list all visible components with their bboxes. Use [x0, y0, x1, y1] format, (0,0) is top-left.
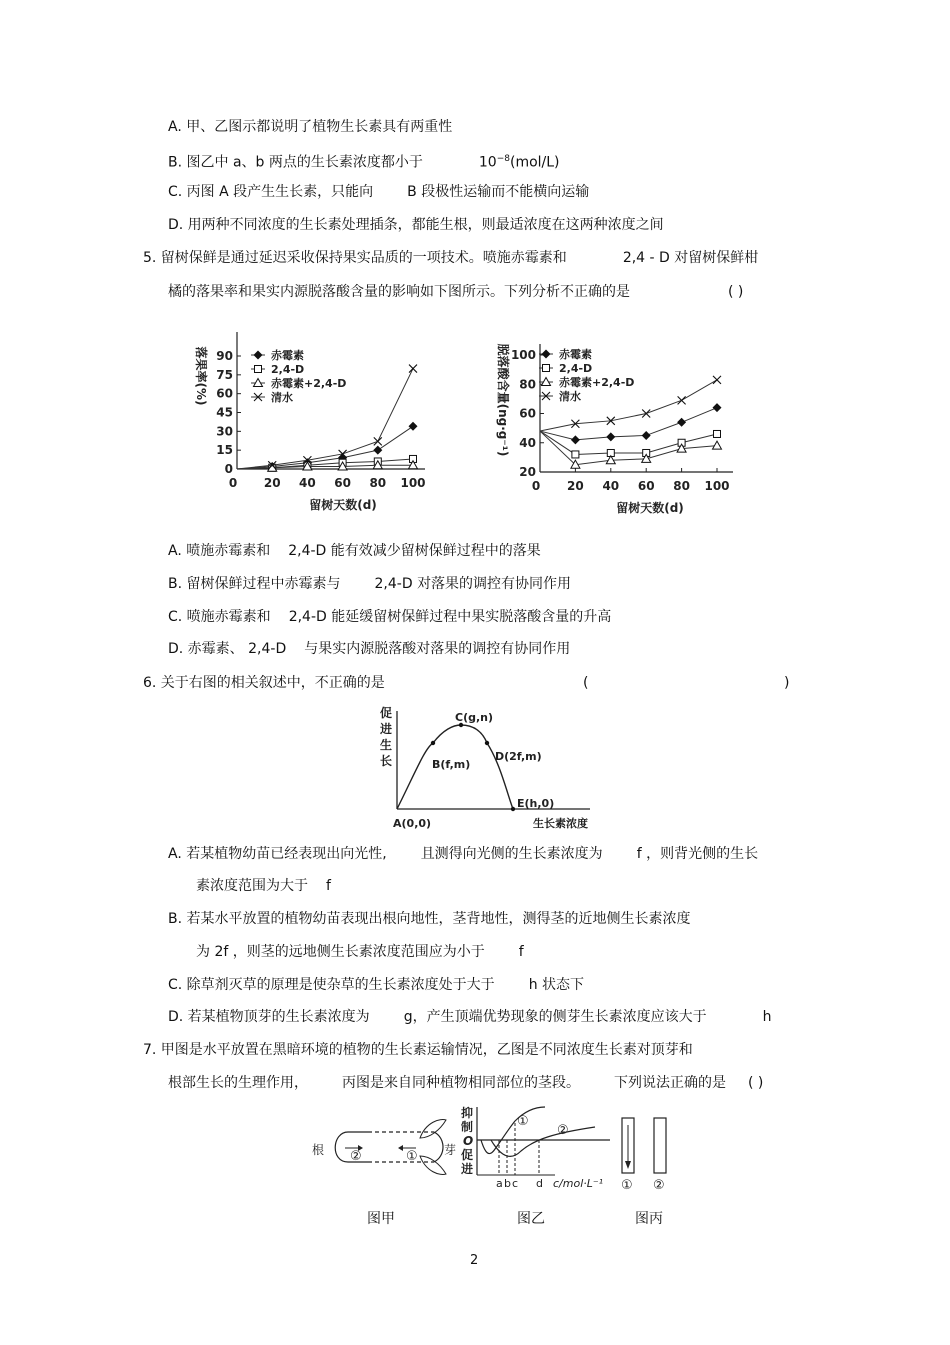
q5-option-b — [168, 575, 571, 593]
q6-ylabel-2: 进 — [380, 722, 393, 736]
q7-yi-tick-b: b — [504, 1177, 511, 1190]
q4-option-a: A. 甲、乙图示都说明了植物生长素具有两重性 — [168, 119, 453, 135]
chart2-data-point — [572, 451, 579, 458]
q7-bing-stem-2 — [654, 1118, 666, 1173]
q7-caption-jia: 图甲 — [367, 1211, 395, 1227]
q5-option-a-text2: 2,4-D 能有效减少留树保鲜过程中的落果 — [288, 543, 541, 559]
chart-abscisic-acid-content — [485, 326, 750, 521]
chart2-data-point — [606, 432, 615, 441]
q4-option-b-exp: −8 — [496, 154, 510, 164]
chart2-data-point — [713, 441, 722, 449]
q4-option-b-text: B. 图乙中 a、b 两点的生长素浓度都小于 — [168, 154, 423, 171]
q7-jia-leaf-top-icon — [420, 1120, 446, 1138]
chart1-legend-marker — [254, 351, 263, 360]
q7-stem-2b: 丙图是来自同种植物相同部位的茎段。 — [342, 1075, 580, 1091]
q7-yi-zero: O — [463, 1134, 474, 1148]
q5-option-a — [168, 542, 541, 560]
chart2-data-point — [677, 418, 686, 427]
chart2-xtick-label: 0 — [531, 479, 541, 493]
q6-option-b-text3: f — [518, 944, 524, 960]
q5-stem-1a: 5. 留树保鲜是通过延迟采收保持果实品质的一项技术。喷施赤霉素和 — [143, 250, 567, 266]
chart1-series-line — [237, 426, 413, 469]
q6-label-a: A(0,0) — [393, 817, 432, 830]
chart-fruit-drop-rate — [185, 326, 455, 521]
q7-figure-yi — [455, 1103, 615, 1193]
chart1-xlabel: 留树天数(d) — [309, 498, 377, 512]
chart2-ytick-label: 60 — [519, 406, 536, 421]
chart1-xtick-label: 40 — [299, 476, 316, 490]
q6-option-c-text: C. 除草剂灭草的原理是使杂草的生长素浓度处于大于 — [168, 977, 495, 993]
q7-yi-promote-2: 进 — [461, 1162, 474, 1176]
q6-option-b-cont — [196, 943, 524, 961]
q6-label-d: D(2f,m) — [495, 750, 542, 763]
page-number: 2 — [470, 1253, 479, 1268]
chart1-xtick-label: 60 — [334, 476, 351, 490]
q7-figure-bing — [612, 1115, 682, 1195]
q7-yi-tick-a: a — [496, 1177, 503, 1190]
q6-ylabel-1: 促 — [380, 706, 393, 720]
q6-point-d — [485, 741, 489, 745]
q7-stem-2a: 根部生长的生理作用， — [168, 1075, 308, 1091]
chart1-xtick-label: 80 — [369, 476, 387, 490]
chart1-ytick-label: 15 — [216, 443, 233, 458]
q4-option-d: D. 用两种不同浓度的生长素处理插条，都能生根，则最适浓度在这两种浓度之间 — [168, 217, 664, 233]
chart2-series-line — [540, 408, 717, 440]
chart1-legend-label: 2,4-D — [271, 363, 305, 376]
q6-option-c-text2: h 状态下 — [528, 977, 585, 993]
chart2-data-point — [571, 435, 580, 444]
q6-option-d-text: D. 若某植物顶芽的生长素浓度为 — [168, 1009, 370, 1025]
q7-yi-tick-d: d — [536, 1177, 543, 1190]
q7-jia-leaf-bottom-icon — [420, 1156, 446, 1174]
q7-yi-circle-2: ② — [557, 1123, 569, 1138]
chart2-xtick-label: 20 — [567, 479, 584, 493]
chart2-legend-label: 赤霉素+2,4-D — [559, 376, 635, 389]
q6-option-a-text5: f — [326, 878, 331, 894]
q6-paren-right: ) — [784, 675, 790, 691]
chart1-legend-label: 赤霉素 — [271, 349, 304, 362]
q4-option-c-text2: B 段极性运输而不能横向运输 — [407, 184, 590, 200]
chart2-data-point — [642, 431, 651, 440]
chart1-xtick-label: 20 — [263, 476, 281, 490]
q7-bing-circle-2: ② — [653, 1178, 665, 1193]
q6-option-a-text3: f ，则背光侧的生长 — [636, 846, 759, 862]
q6-option-d — [168, 1008, 771, 1026]
chart1-data-point — [373, 446, 382, 455]
q7-caption-yi: 图乙 — [517, 1211, 545, 1227]
q4-option-c — [168, 183, 589, 201]
chart1-ytick-label: 60 — [216, 386, 233, 401]
q5-paren: ( ) — [728, 284, 744, 300]
q5-option-a-text: A. 喷施赤霉素和 — [168, 543, 271, 559]
q6-option-b: B. 若某水平放置的植物幼苗表现出根向地性，茎背地性，测得茎的近地侧生长素浓度 — [168, 911, 691, 927]
q5-option-b-text2: 2,4-D 对落果的调控有协同作用 — [374, 576, 572, 592]
q6-label-c: C(g,n) — [455, 711, 494, 724]
q7-jia-bud-tip — [434, 1132, 443, 1162]
q7-jia-arrowhead-right-icon — [398, 1145, 403, 1151]
q7-figure-jia — [308, 1108, 468, 1188]
q6-option-d-text2: g，产生顶端优势现象的侧芽生长素浓度应该大于 — [403, 1009, 707, 1025]
q6-paren-left: ( — [583, 675, 589, 691]
chart2-xlabel: 留树天数(d) — [616, 501, 684, 515]
chart1-ytick-label: 75 — [216, 367, 233, 382]
q5-stem-2-text: 橘的落果率和果实内源脱落酸含量的影响如下图所示。下列分析不正确的是 — [168, 284, 630, 300]
q6-option-a-cont — [196, 877, 331, 895]
q7-yi-tick-c: c — [512, 1177, 519, 1190]
q6-xlabel: 生长素浓度 — [533, 817, 588, 830]
q4-option-b-unit: (mol/L) — [509, 154, 560, 171]
q7-yi-inhibit-1: 抑 — [461, 1106, 474, 1120]
chart2-ytick-label: 80 — [519, 377, 536, 392]
q6-option-a-text4: 素浓度范围为大于 — [196, 878, 308, 894]
q5-option-d — [168, 640, 570, 658]
chart1-ytick-label: 90 — [216, 349, 233, 363]
chart2-data-point — [714, 430, 721, 437]
q7-bing-arrowhead-icon — [625, 1161, 631, 1169]
q6-label-e: E(h,0) — [517, 797, 555, 810]
q7-jia-root-label: 根 — [312, 1143, 325, 1157]
q5-option-d-text: D. 赤霉素、 2,4-D — [168, 641, 287, 657]
q7-yi-curve-1 — [481, 1107, 545, 1154]
q6-option-a — [168, 845, 758, 863]
q7-stem-1: 7. 甲图是水平放置在黑暗环境的植物的生长素运输情况，乙图是不同浓度生长素对顶芽和 — [143, 1042, 693, 1058]
q7-yi-xunit: c/mol·L⁻¹ — [553, 1177, 604, 1190]
q4-option-c-text: C. 丙图 A 段产生生长素，只能向 — [168, 184, 374, 200]
chart2-legend-label: 赤霉素 — [559, 348, 592, 361]
q7-jia-circle-2: ② — [350, 1149, 362, 1164]
chart1-ylabel: 落果率(%) — [194, 346, 208, 406]
q6-ylabel-3: 生 — [380, 738, 393, 752]
q7-stem-2 — [168, 1074, 726, 1092]
q6-ylabel-4: 长 — [380, 754, 393, 768]
q5-option-b-text: B. 留树保鲜过程中赤霉素与 — [168, 576, 341, 592]
q5-option-d-text2: 与果实内源脱落酸对落果的调控有协同作用 — [304, 641, 571, 657]
chart2-legend-label: 2,4-D — [559, 362, 593, 375]
q5-option-c-text2: 2,4-D 能延缓留树保鲜过程中果实脱落酸含量的升高 — [288, 609, 612, 625]
chart1-xtick-label: 100 — [400, 476, 426, 490]
q6-option-a-text: A. 若某植物幼苗已经表现出向光性, — [168, 846, 387, 862]
chart1-ytick-label: 0 — [224, 462, 233, 476]
chart2-legend-marker — [543, 365, 550, 372]
chart1-ytick-label: 30 — [216, 424, 233, 439]
chart2-xtick-label: 40 — [602, 479, 620, 493]
chart2-ytick-label: 100 — [510, 348, 536, 362]
q5-stem-1 — [143, 249, 758, 267]
q7-paren: ( ) — [748, 1075, 764, 1091]
chart2-ytick-label: 20 — [519, 465, 536, 479]
q6-option-a-text2: 且测得向光侧的生长素浓度为 — [420, 846, 603, 862]
chart2-xtick-label: 80 — [673, 479, 690, 493]
q7-yi-circle-1: ① — [517, 1114, 529, 1129]
q6-option-c — [168, 976, 584, 994]
q6-label-b: B(f,m) — [432, 758, 471, 771]
chart2-series-line — [540, 431, 717, 454]
chart1-data-point — [409, 422, 418, 431]
chart1-legend-label: 清水 — [271, 391, 293, 404]
q4-option-b — [168, 150, 560, 172]
chart2-ylabel: 脱落酸含量(ng·g⁻¹) — [496, 343, 510, 457]
q6-option-b-text2: 为 2f ，则茎的远地侧生长素浓度范围应为小于 — [196, 944, 485, 960]
q7-jia-bud-label: 芽 — [444, 1143, 457, 1157]
q7-bing-circle-1: ① — [621, 1178, 633, 1193]
q5-option-c — [168, 608, 611, 626]
chart1-xtick-label: 0 — [228, 476, 238, 490]
q5-option-c-text: C. 喷施赤霉素和 — [168, 609, 271, 625]
chart2-data-point — [713, 403, 722, 412]
chart1-legend-marker — [255, 366, 262, 373]
chart2-xtick-label: 60 — [637, 479, 655, 493]
chart1-ytick-label: 45 — [216, 405, 233, 420]
q5-stem-1b: 2,4 - D 对留树保鲜柑 — [622, 250, 759, 266]
chart2-xtick-label: 100 — [704, 479, 730, 493]
chart2-legend-label: 清水 — [559, 390, 581, 403]
chart2-ytick-label: 40 — [519, 435, 536, 450]
q5-stem-2 — [168, 283, 630, 301]
q7-jia-circle-1: ① — [406, 1149, 418, 1164]
q4-option-b-num: 10 — [478, 154, 497, 171]
q6-stem: 6. 关于右图的相关叙述中，不正确的是 — [143, 675, 385, 691]
q6-growth-curve-figure — [375, 703, 610, 833]
q6-option-d-text3: h — [762, 1009, 772, 1025]
q6-point-e — [511, 807, 515, 811]
chart2-legend-marker — [542, 350, 551, 359]
q6-point-b — [431, 741, 435, 745]
chart1-legend-label: 赤霉素+2,4-D — [271, 377, 347, 390]
q7-caption-bing: 图丙 — [635, 1211, 663, 1227]
q7-yi-promote-1: 促 — [461, 1148, 474, 1162]
q7-stem-2c: 下列说法正确的是 — [614, 1075, 726, 1091]
q7-yi-inhibit-2: 制 — [461, 1120, 474, 1134]
